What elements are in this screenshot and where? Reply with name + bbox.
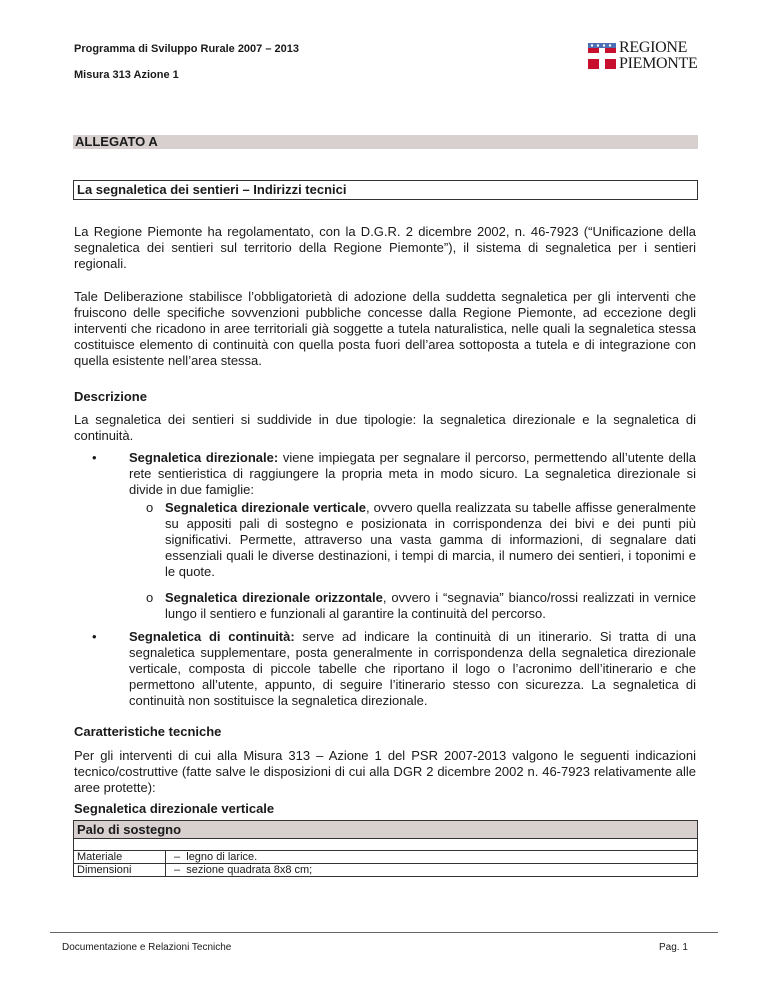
footer-divider bbox=[50, 932, 718, 933]
sub-bullet-orizzontale-title: Segnaletica direzionale orizzontale bbox=[165, 590, 383, 605]
table-dash: – bbox=[174, 851, 181, 863]
caratteristiche-heading: Caratteristiche tecniche bbox=[74, 724, 222, 739]
logo-line-1: REGIONE bbox=[619, 39, 688, 56]
bullet-icon: • bbox=[92, 450, 97, 465]
table-dash: – bbox=[174, 864, 181, 876]
bullet-continuita-title: Segnaletica di continuità: bbox=[129, 629, 295, 644]
regione-piemonte-logo bbox=[588, 40, 698, 74]
palo-table-title: Palo di sostegno bbox=[74, 821, 698, 839]
intro-paragraph-2: Tale Deliberazione stabilisce l’obbligatorietà di adozione della suddetta segnaletica per gli interventi che fruiscono delle specifiche sovvenzioni pubbliche concesse dalla Regione Piemonte, ad eccezione degli interventi che ricadono in aree territoriali già soggette a tutela naturalistica, nelle quali la segnaletica stessa costituisce elemento di continuità con quella posta fuori dell’area sottoposta a tutela e di integrazione con quella esistente nell’area stessa. bbox=[74, 289, 696, 368]
bullet-continuita bbox=[129, 629, 696, 709]
intro-paragraph-1: La Regione Piemonte ha regolamentato, con la D.G.R. 2 dicembre 2002, n. 46-7923 (“Unificazione della segnaletica dei sentieri sul territorio della Regione Piemonte”), il sistema di segnaletica per i sentieri regionali. bbox=[74, 224, 696, 271]
descrizione-heading: Descrizione bbox=[74, 389, 147, 404]
table-row bbox=[74, 864, 698, 877]
caratteristiche-text: Per gli interventi di cui alla Misura 313 – Azione 1 del PSR 2007-2013 valgono le seguenti indicazioni tecnico/costruttive (fatte salve le disposizioni di cui alla DGR 2 dicembre 2002 n. 46-7923 relativamente alle aree protette): bbox=[74, 748, 696, 795]
sub-bullet-verticale-text: , ovvero quella realizzata su tabelle affisse generalmente su appositi pali di sostegno e posizionata in corrispondenza dei bivi e dei punti più significativi. Permette, attraverso una vasta gamma di informazioni, di segnalare dati essenziali quali le diverse destinazioni, i tempi di marcia, il numero dei sentieri, i toponimi e le quote. bbox=[165, 500, 696, 579]
measure-title: Misura 313 Azione 1 bbox=[74, 69, 179, 81]
page-number: Pag. 1 bbox=[659, 942, 688, 953]
descrizione-text: La segnaletica dei sentieri si suddivide in due tipologie: la segnaletica direzionale e la segnaletica di continuità. bbox=[74, 412, 696, 443]
program-title: Programma di Sviluppo Rurale 2007 – 2013 bbox=[74, 43, 299, 55]
table-value-text: sezione quadrata 8x8 cm; bbox=[186, 864, 313, 876]
verticale-heading: Segnaletica direzionale verticale bbox=[74, 801, 275, 816]
sub-bullet-icon: o bbox=[146, 500, 154, 515]
sub-bullet-icon: o bbox=[146, 590, 154, 605]
logo-text bbox=[619, 40, 697, 72]
bullet-direzionale-text: viene impiegata per segnalare il percorso, permettendo all’utente della rete sentieristica di raggiungere la propria meta in modo sicuro. La segnaletica direzionale si divide in due famiglie: bbox=[129, 450, 696, 497]
allegato-banner: ALLEGATO A bbox=[73, 135, 698, 149]
table-label: Materiale bbox=[74, 851, 166, 864]
table-value bbox=[166, 864, 698, 877]
bullet-direzionale-title: Segnaletica direzionale: bbox=[129, 450, 279, 465]
sub-bullet-verticale bbox=[165, 500, 696, 580]
table-row bbox=[74, 851, 698, 864]
table-value-text: legno di larice. bbox=[186, 851, 258, 863]
section-title: La segnaletica dei sentieri – Indirizzi tecnici bbox=[73, 180, 698, 200]
bullet-direzionale bbox=[129, 450, 696, 498]
piemonte-flag-icon bbox=[588, 43, 616, 69]
table-spacer bbox=[74, 839, 698, 851]
table-value bbox=[166, 851, 698, 864]
sub-bullet-verticale-title: Segnaletica direzionale verticale bbox=[165, 500, 366, 515]
bullet-icon: • bbox=[92, 629, 97, 644]
logo-line-2: PIEMONTE bbox=[619, 55, 698, 72]
table-label: Dimensioni bbox=[74, 864, 166, 877]
footer-doc-title: Documentazione e Relazioni Tecniche bbox=[62, 942, 232, 953]
sub-bullet-orizzontale-text: , ovvero i “segnavia” bianco/rossi realizzati in vernice lungo il sentiero e funzionali al garantire la continuità del percorso. bbox=[165, 590, 696, 621]
bullet-continuita-text: serve ad indicare la continuità di un itinerario. Si tratta di una segnaletica supplementare, posta generalmente in corrispondenza della segnaletica direzionale verticale, composta di piccole tabelle che riportano il logo o l’acronimo dell’itinerario e che permettono all’utente, appunto, di seguire l’itinerario stesso con sicurezza. La segnaletica di continuità non sostituisce la segnaletica direzionale. bbox=[129, 629, 697, 708]
palo-table bbox=[73, 820, 698, 877]
sub-bullet-orizzontale bbox=[165, 590, 696, 622]
